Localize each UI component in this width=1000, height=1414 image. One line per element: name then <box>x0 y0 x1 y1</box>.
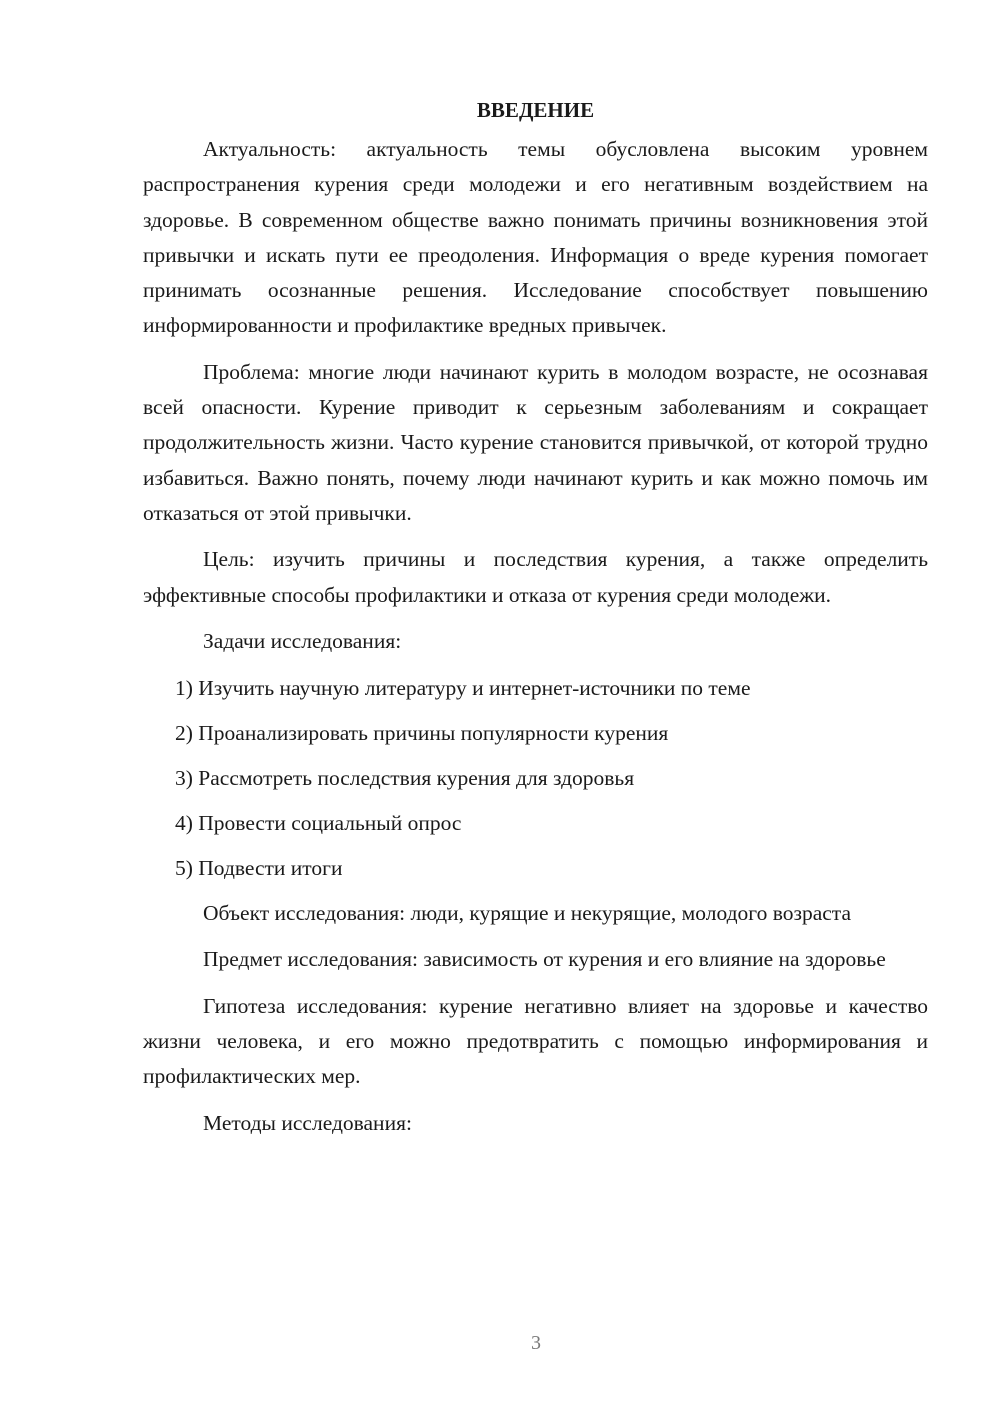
list-item: 3) Рассмотреть последствия курения для здоровья <box>175 766 635 791</box>
list-item: 2) Проанализировать причины популярности курения <box>175 721 669 746</box>
paragraph-problem: Проблема: многие люди начинают курить в молодом возрасте, не осознавая всей опасности. Курение приводит к серьезным заболеваниям и сокращает продолжительность жизни. Часто курение становится привычкой, от которой трудно избавиться. Важно понять, почему люди начинают курить и как можно помочь им отказаться от этой привычки. <box>143 359 928 525</box>
paragraph-tasks-heading: Задачи исследования: <box>203 628 402 653</box>
list-item: 4) Провести социальный опрос <box>175 811 462 836</box>
paragraph-object: Объект исследования: люди, курящие и некурящие, молодого возраста <box>203 901 851 926</box>
document-page <box>143 92 928 1152</box>
paragraph-relevance: Актуальность: актуальность темы обусловлена высоким уровнем распространения курения среди молодежи и его негативным воздействием на здоровье. В современном обществе важно понимать причины возникновения этой привычки и искать пути ее преодоления. Информация о вреде курения помогает принимать осознанные решения. Исследование способствует повышению информированности и профилактике вредных привычек. <box>143 137 928 338</box>
list-item: 5) Подвести итоги <box>175 856 343 881</box>
paragraph-methods-heading: Методы исследования: <box>203 1110 412 1135</box>
paragraph-subject: Предмет исследования: зависимость от курения и его влияние на здоровье <box>203 947 886 972</box>
paragraph-goal: Цель: изучить причины и последствия курения, а также определить эффективные способы профилактики и отказа от курения среди молодежи. <box>143 547 928 607</box>
paragraph-hypothesis: Гипотеза исследования: курение негативно влияет на здоровье и качество жизни человека, и его можно предотвратить с помощью информирования и профилактических мер. <box>143 993 928 1089</box>
list-item: 1) Изучить научную литературу и интернет-источники по теме <box>175 676 751 701</box>
section-title: ВВЕДЕНИЕ <box>476 98 595 122</box>
tasks-list <box>143 671 928 886</box>
page-number: 3 <box>531 1332 541 1354</box>
